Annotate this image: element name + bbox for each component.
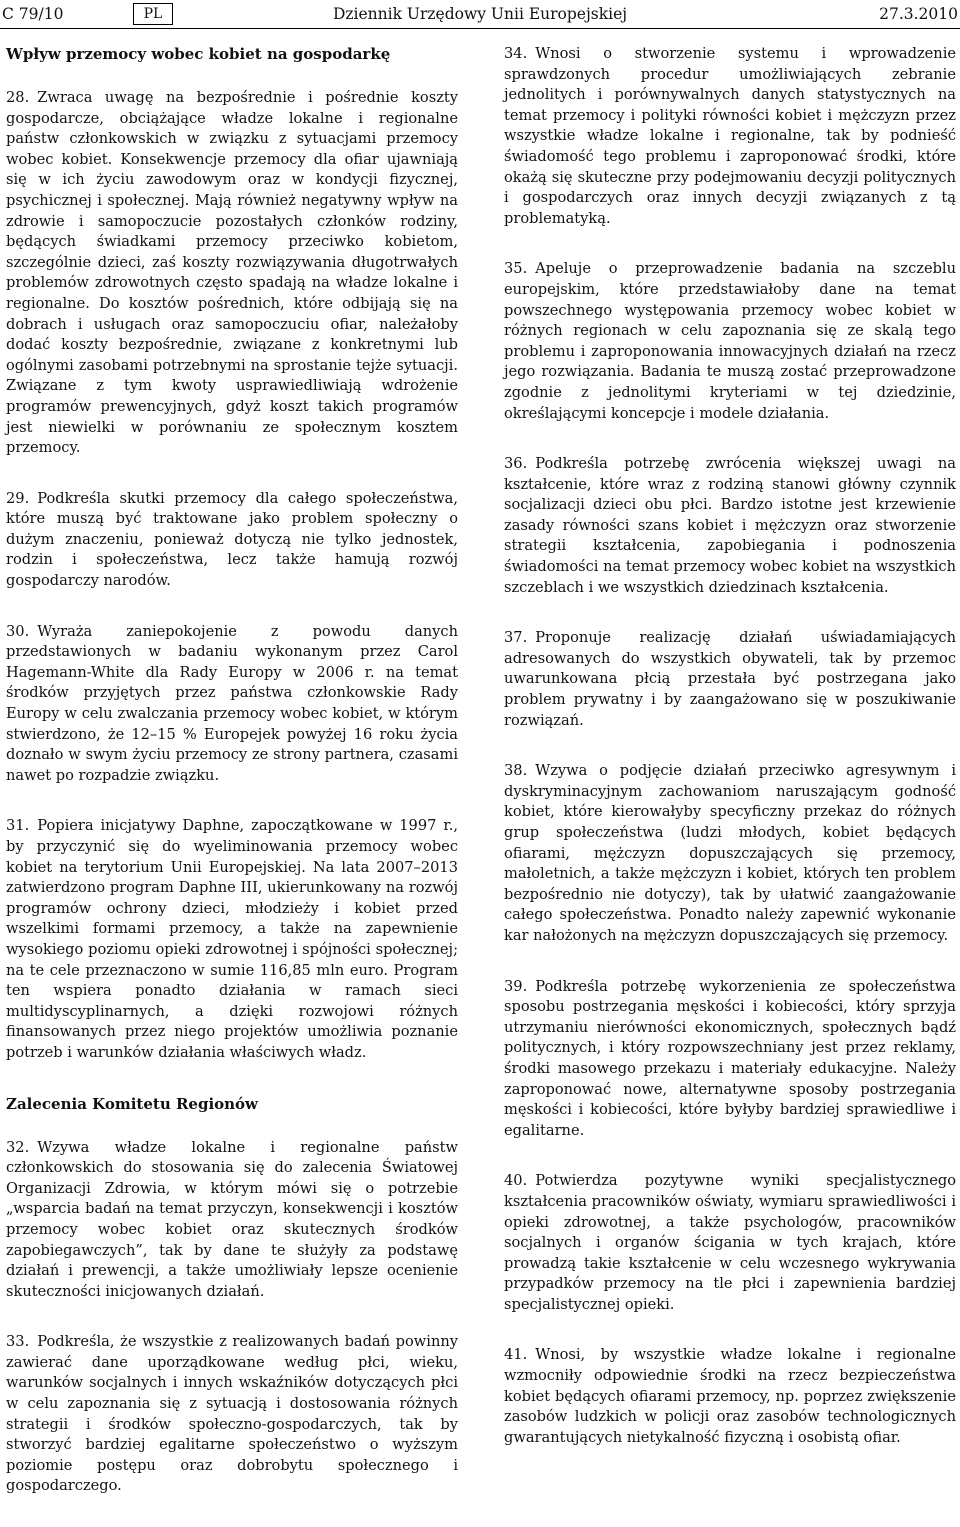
paragraph-39: 39. Podkreśla potrzebę wykorzenienia ze społeczeństwa sposobu postrzegania męskości i kobiecości, który sprzyja utrzymaniu nierówności ekonomicznych, społecznych bądź politycznych, i który rozpowszechniany jest przez reklamy, środki masowego przekazu i materiały edukacyjne. Należy zaproponować nowe, alternatywne sposoby postrzegania męskości i kobiecości, które byłyby bardziej sprawiedliwe i egalitarne. [504,977,956,1139]
paragraph-30: 30. Wyraża zaniepokojenie z powodu danych przedstawionych w badaniu wykonanym przez Carol Hagemann-White dla Rady Europy w 2006 r. na temat środków przyjętych przez państwa członkowskie Rady Europy w celu zwalczania przemocy wobec kobiet, w którym stwierdzono, że 12–15 % Europejek powyżej 16 roku życia doznało w swym życiu przemocy ze strony partnera, czasami nawet po rozpadzie związku. [6,622,458,784]
section-title-recommendations: Zalecenia Komitetu Regionów [6,1094,258,1113]
paragraph-32: 32. Wzywa władze lokalne i regionalne państw członkowskich do stosowania się do zalecenia Światowej Organizacji Zdrowia, w którym mówi się o potrzebie „wsparcia badań na temat przyczyn, konsekwencji i kosztów przemocy wobec kobiet oraz skutecznych środków zapobiegawczych”, tak by dane te służyły za podstawę działań i prewencji, a także umożliwiały lepsze ocenienie skuteczności inicjowanych działań. [6,1138,458,1300]
right-column [504,44,956,1478]
paragraph-34: 34. Wnosi o stworzenie systemu i wprowadzenie sprawdzonych procedur umożliwiających zebranie jednolitych i porównywalnych danych statystycznych na temat przemocy i polityki równości kobiet i mężczyzn przez wszystkie władze lokalne i regionalne, tak by podnieść świadomość tego problemu i zaproponować środki, które okażą się skuteczne przy podejmowaniu decyzji politycznych i gospodarczych oraz innych decyzji związanych z tą problematyką. [504,45,956,227]
language-badge: PL [133,3,173,25]
page-header [0,0,960,29]
left-column [6,44,458,1527]
page-reference: C 79/10 [2,5,64,23]
journal-title: Dziennik Urzędowy Unii Europejskiej [332,5,628,23]
paragraph-28: 28. Zwraca uwagę na bezpośrednie i pośrednie koszty gospodarcze, obciążające władze lokalne i regionalne państw członkowskich w związku z sytuacjami przemocy wobec kobiet. Konsekwencje przemocy dla ofiar ujawniają się w ich życiu zawodowym oraz w kondycji fizycznej, psychicznej i społecznej. Mają również negatywny wpływ na zdrowie i samopoczucie pozostałych członków rodziny, będących świadkami przemocy przeciwko kobietom, szczególnie dzieci, zaś koszty rozwiązywania długotrwałych problemów zdrowotnych często spadają na władze lokalne i regionalne. Do kosztów pośrednich, które odbijają się na dobrach i usługach oraz samopoczuciu ofiar, należałoby dodać koszty bezpośrednie, związane z konkretnymi lub ogólnymi zasobami potrzebnymi na sprostanie tejże sytuacji. Związane z tym kwoty usprawiedliwiają wdrożenie programów prewencyjnych, gdyż koszt takich programów jest niewielki w porównaniu ze społecznym kosztem przemocy. [6,89,458,457]
paragraph-41: 41. Wnosi, by wszystkie władze lokalne i regionalne wzmocniły odpowiednie środki na rzecz bezpieczeństwa kobiet będących ofiarami przemocy, np. poprzez zwiększenie zasobów ludzkich w policji oraz zasobów technologicznych gwarantujących nietykalność fizyczną i osobistą ofiar. [504,1346,956,1446]
paragraph-33: 33. Podkreśla, że wszystkie z realizowanych badań powinny zawierać dane uporządkowane według płci, wieku, warunków socjalnych i innych wskaźników dotyczących płci w celu zapoznania się z sytuacją i dostosowania różnych strategii i środków społeczno-gospodarczych, tak by stworzyć bardziej egalitarne społeczeństwo o wyższym poziomie postępu oraz dobrobytu społecznego i gospodarczego. [6,1333,458,1495]
publication-date: 27.3.2010 [879,5,958,23]
paragraph-37: 37. Proponuje realizację działań uświadamiających adresowanych do wszystkich obywateli, tak by przemoc uwarunkowana płcią przestała być postrzegana jako problem prywatny i by zaangażowano się w poszukiwanie rozwiązań. [504,629,956,729]
paragraph-38: 38. Wzywa o podjęcie działań przeciwko agresywnym i dyskryminacyjnym zachowaniom naruszającym godność kobiet, które kierowałyby specyficzny przekaz do różnych grup społeczeństwa (ludzi młodych, kobiet będących ofiarami, mężczyzn dopuszczających się przemocy, małoletnich, a także mężczyzn i kobiet, których ten problem bezpośrednio nie dotyczy), tak by ułatwić zaangażowanie całego społeczeństwa. Ponadto należy zapewnić wykonanie kar nałożonych na mężczyzn dopuszczających się przemocy. [504,762,956,944]
paragraph-36: 36. Podkreśla potrzebę zwrócenia większej uwagi na kształcenie, które wraz z rodziną stanowi główny czynnik socjalizacji dzieci obu płci. Bardzo istotne jest krzewienie zasady równości szans kobiet i mężczyzn oraz stworzenie strategii kształcenia, zapobiegania i podnoszenia świadomości na temat przemocy wobec kobiet na wszystkich szczeblach i we wszystkich dziedzinach kształcenia. [504,455,956,596]
paragraph-40: 40. Potwierdza pozytywne wyniki specjalistycznego kształcenia pracowników oświaty, wymiaru sprawiedliwości i opieki zdrowotnej, a także psychologów, pracowników socjalnych i organów ścigania w tych krajach, które prowadzą takie kształcenie w celu wczesnego wykrywania przypadków przemocy na tle płci i zapewnienia bardziej specjalistycznej opieki. [504,1172,956,1313]
paragraph-29: 29. Podkreśla skutki przemocy dla całego społeczeństwa, które muszą być traktowane jako problem społeczny o dużym znaczeniu, ponieważ dotyczą nie tylko jednostek, rodzin i społeczeństwa, lecz także hamują rozwój gospodarczy narodów. [6,489,458,590]
section-title: Wpływ przemocy wobec kobiet na gospodarkę [6,45,391,63]
paragraph-31: 31. Popiera inicjatywy Daphne, zapoczątkowane w 1997 r., by przyczynić się do wyeliminowania przemocy wobec kobiet na terytorium Unii Europejskiej. Na lata 2007–2013 zatwierdzono program Daphne III, ukierunkowany na rozwój programów ochrony dzieci, młodzieży i kobiet przed wszelkimi formami przemocy, a także na zapewnienie wysokiego poziomu opieki zdrowotnej i spójności społecznej; na te cele przeznaczono w sumie 116,85 mln euro. Program ten wspiera ponadto działania w ramach sieci multidyscyplinarnych, a dzięki rozwojowi różnych finansowanych przez niego projektów umożliwia poznanie potrzeb i warunków działania właściwych władz. [6,817,458,1061]
paragraph-35: 35. Apeluje o przeprowadzenie badania na szczeblu europejskim, które przedstawiałoby dane na temat powszechnego występowania przemocy wobec kobiet w różnych regionach w celu zapoznania się ze skalą tego problemu i zaproponowania innowacyjnych działań na rzecz jego rozwiązania. Badania te muszą zostać przeprowadzone zgodnie z jednolitymi kryteriami w tej dziedzinie, określającymi koncepcje i modele działania. [504,260,956,422]
